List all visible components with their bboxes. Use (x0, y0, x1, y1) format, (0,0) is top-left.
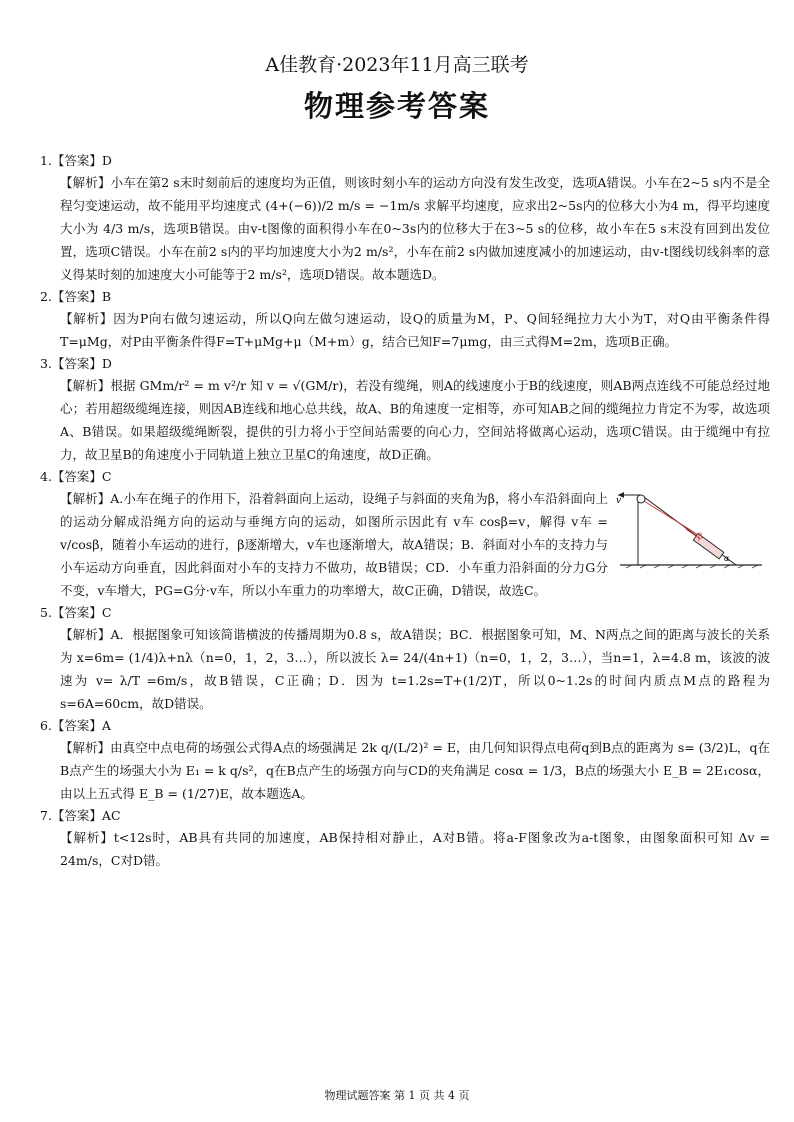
answer-label: 7.【答案】AC (40, 808, 121, 823)
answer-label: 6.【答案】A (40, 718, 111, 733)
answer-list (40, 150, 770, 872)
explanation-text: 【解析】A．根据图象可知该简谐横波的传播周期为0.8 s，故A错误；BC．根据图象可知，M、N两点之间的距离与波长的关系为 x=6m= (1/4)λ+nλ（n=0，1，2，3…），所以波长 λ= 24/(4n+1)（n=0，1，2，3…），当n=1，λ=4.8 m，该波的波速为 v= λ/T =6m/s，故B错误，C正确；D．因为 t=1.2s=T+(1/2)T，所以0~1.2s的时间内质点M点的路程为s=6A=60cm，故D错误。 (60, 627, 770, 711)
question-5 (40, 602, 770, 715)
explanation-text: 【解析】根据 GMm/r² = m v²/r 知 v = √(GM/r)，若没有缆绳，则A的线速度小于B的线速度，则AB两点连线不可能总经过地心；若用超级缆绳连接，则因AB连线和地心总共线，故A、B的角速度一定相等，亦可知AB之间的缆绳拉力肯定不为零，故选项A、B错误。如果超级缆绳断裂，提供的引力将小于空间站需要的向心力，空间站将做离心运动，选项C错误。由于缆绳中有拉力，故卫星B的角速度小于同轨道上独立卫星C的角速度，故D正确。 (60, 378, 770, 462)
answer-label: 1.【答案】D (40, 153, 112, 168)
exam-title: A佳教育·2023年11月高三联考 (265, 54, 529, 76)
page-footer: 物理试题答案 第 1 页 共 4 页 (324, 1089, 470, 1102)
explanation-text: 【解析】因为P向右做匀速运动，所以Q向左做匀速运动，设Q的质量为M，P、Q间轻绳拉力大小为T，对Q由平衡条件得T=μMg，对P由平衡条件得F=T+μMg+μ（M+m）g，结合已知F=7μmg，由三式得M=2m，选项B正确。 (60, 311, 770, 349)
question-3 (40, 353, 770, 466)
question-6 (40, 715, 770, 805)
answer-label: 3.【答案】D (40, 356, 112, 371)
question-4 (40, 466, 770, 602)
question-1 (40, 150, 770, 286)
explanation-text: 【解析】t<12s时，AB具有共同的加速度，AB保持相对静止，A对B错。将a-F图象改为a-t图象，由图象面积可知 Δv = 24m/s，C对D错。 (60, 830, 770, 868)
explanation-text: 【解析】A.小车在绳子的作用下，沿着斜面向上运动，设绳子与斜面的夹角为β，将小车沿斜面向上的运动分解成沿绳方向的运动与垂绳方向的运动，如图所示因此有 v车 cosβ=v，解得 v车 = v/cosβ，随着小车运动的进行，β逐渐增大，v车也逐渐增大，故A错误；B．斜面对小车的支持力与小车运动方向垂直，因此斜面对小车的支持力不做功，故B错误；CD．小车重力沿斜面的分力G分不变，v车增大，PG=G分·v车，所以小车重力的功率增大，故C正确，D错误，故选C。 (60, 491, 608, 598)
question-2 (40, 286, 770, 353)
question-7 (40, 805, 770, 872)
velocity-label: v (616, 496, 622, 506)
alpha-label: α (724, 554, 730, 563)
beta-label: β (698, 532, 703, 541)
incline-cart-figure (616, 489, 766, 569)
explanation-text: 【解析】小车在第2 s末时刻前后的速度均为正值，则该时刻小车的运动方向没有发生改变，选项A错误。小车在2~5 s内不是全程匀变速运动，故不能用平均速度式 (4+(−6))/2 m/s = −1m/s 求解平均速度，应求出2~5s内的位移大小为4 m，得平均速度大小为 4/3 m/s，选项B错误。由v-t图像的面积得小车在0~3s内的位移大于在3~5 s的位移，故小车在5 s末没有回到出发位置，选项C错误。小车在前2 s内的平均加速度大小为2 m/s²，小车在前2 s内做加速度减小的加速运动，由v-t图线切线斜率的意义得某时刻的加速度大小可能等于2 m/s²，选项D错误。故本题选D。 (60, 175, 770, 282)
answer-label: 4.【答案】C (40, 469, 112, 484)
answer-label: 5.【答案】C (40, 605, 112, 620)
page-title: 物理参考答案 (303, 89, 490, 123)
answer-label: 2.【答案】B (40, 289, 112, 304)
explanation-text: 【解析】由真空中点电荷的场强公式得A点的场强满足 2k q/(L/2)² = E，由几何知识得点电荷q到B点的距离为 s= (3/2)L，q在B点产生的场强大小为 E₁ = k q/s²，q在B点产生的场强方向与CD的夹角满足 cosα = 1/3，B点的场强大小 E_B = 2E₁cosα，由以上五式得 E_B = (1/27)E，故本题选A。 (60, 740, 770, 801)
